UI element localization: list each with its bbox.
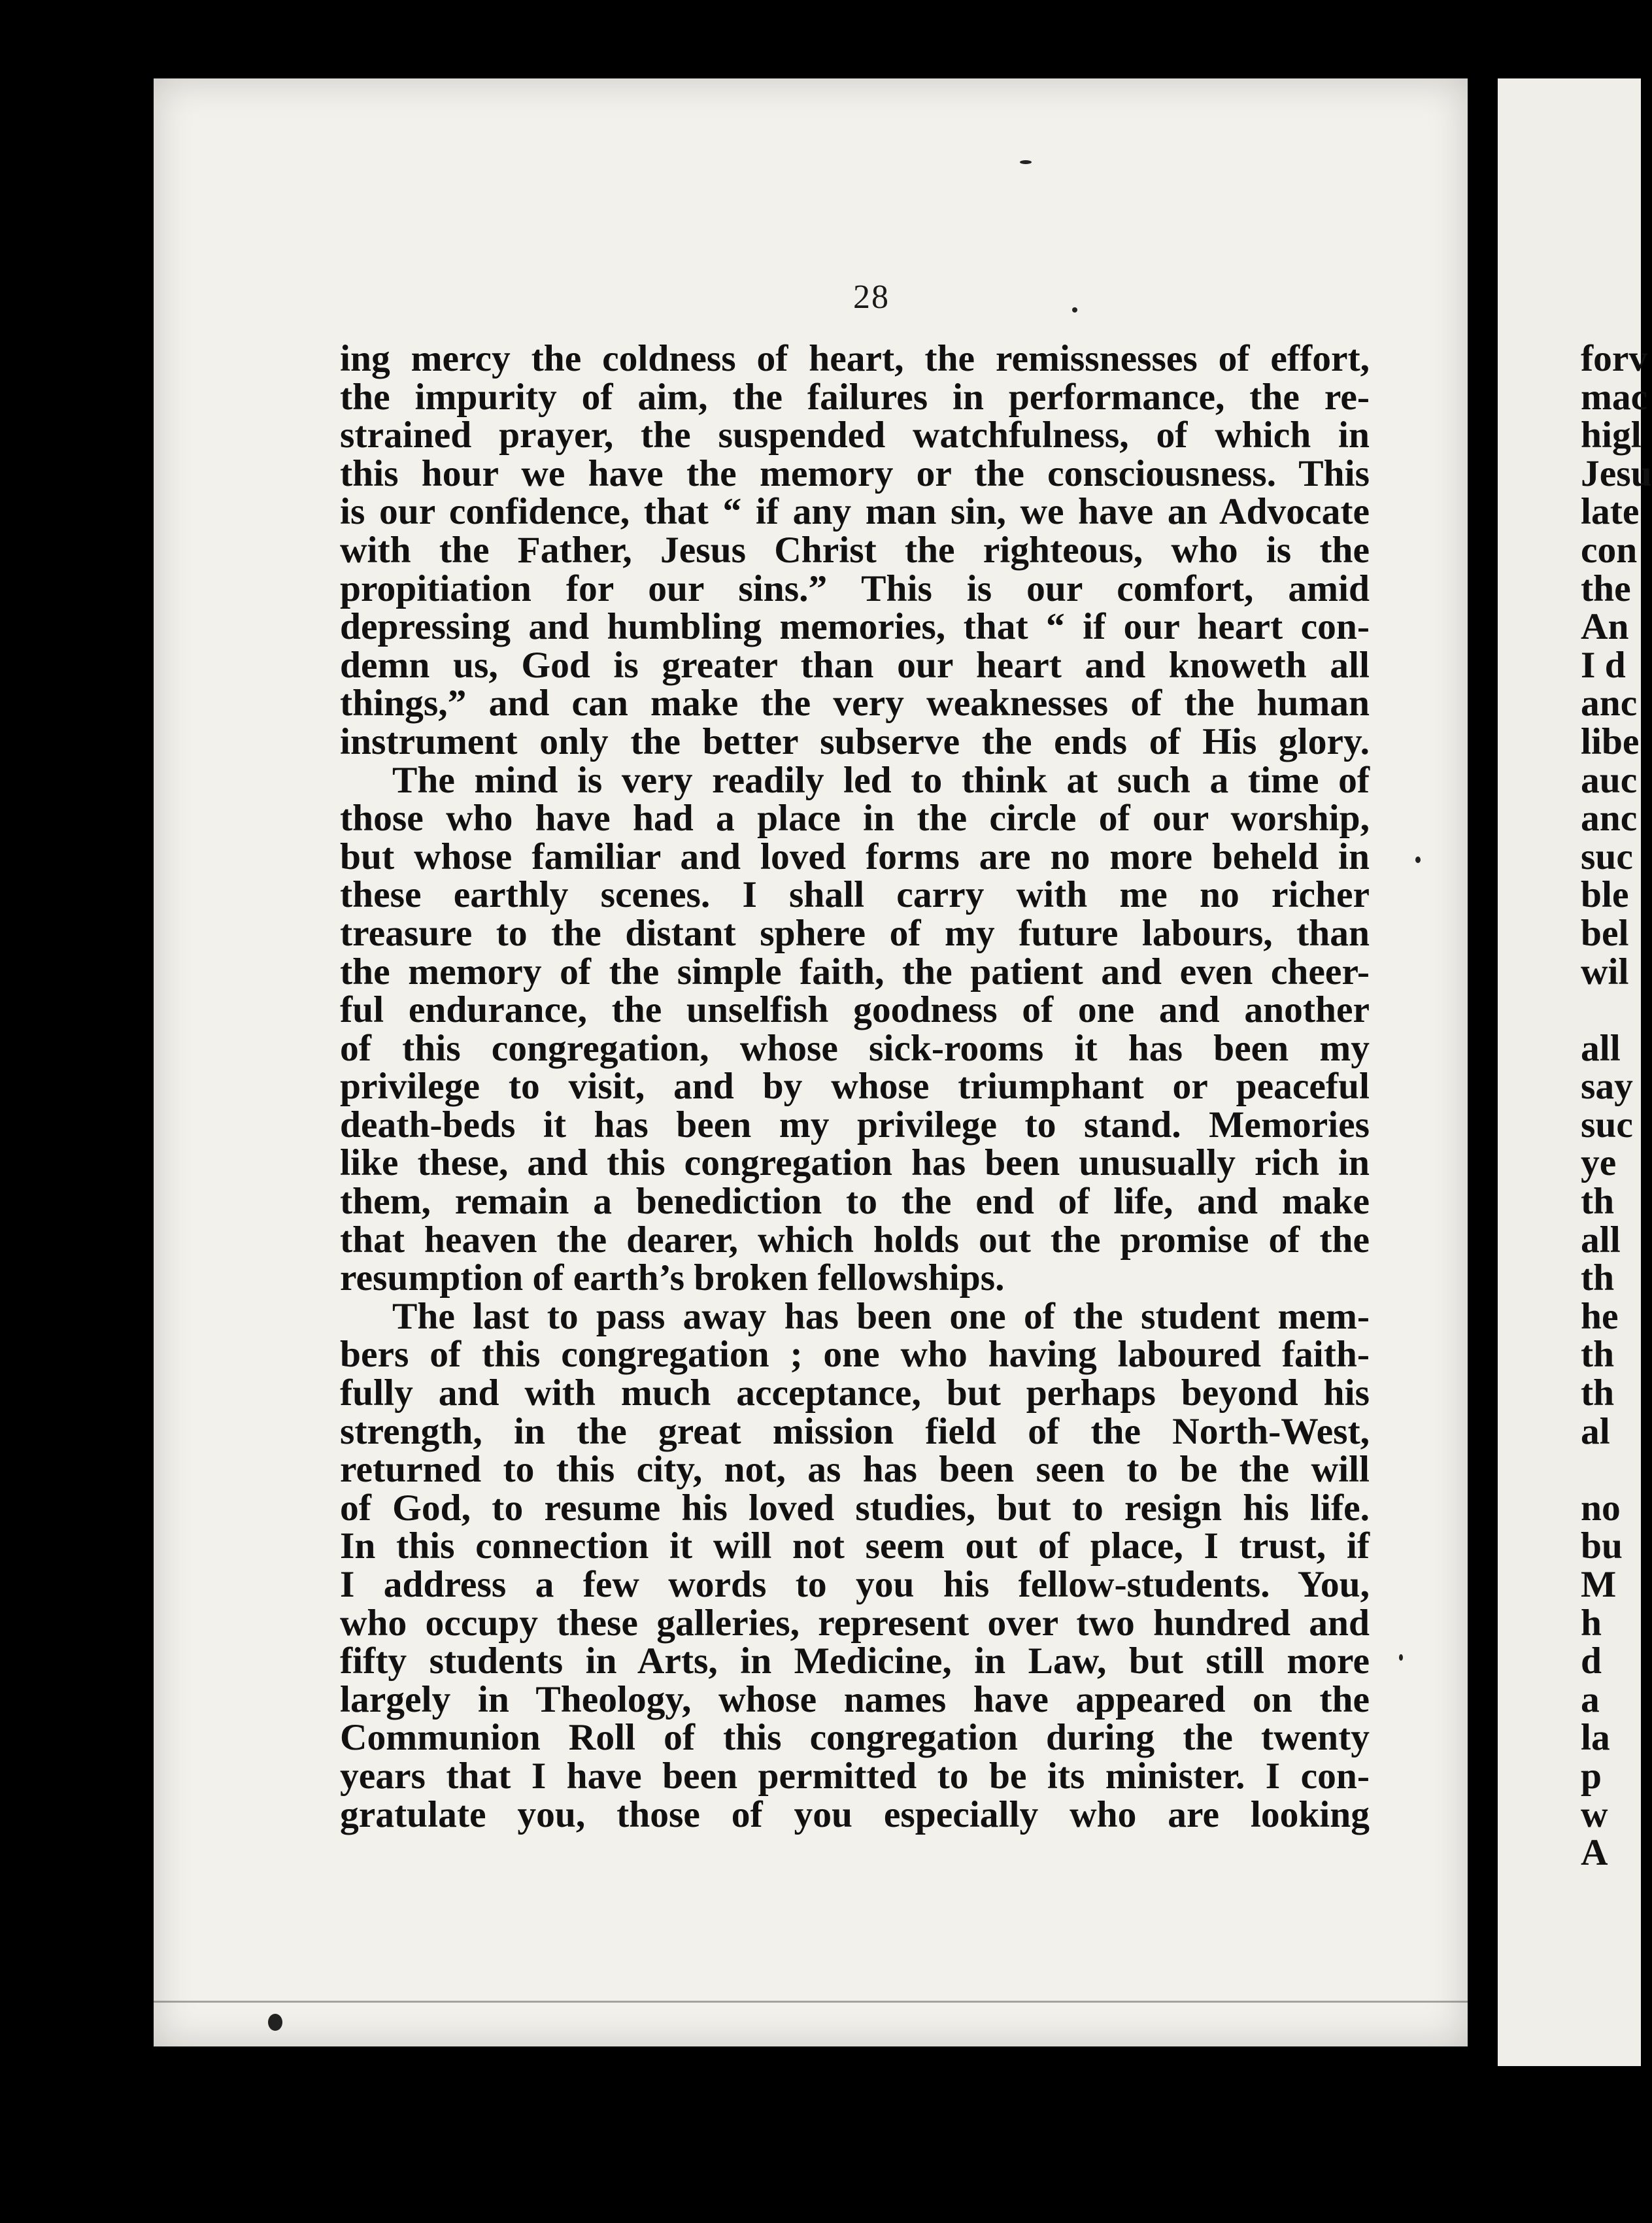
facing-line: auc bbox=[1581, 759, 1638, 801]
text-line: that heaven the dearer, which holds out the promise of the bbox=[340, 1219, 1370, 1261]
facing-line: A bbox=[1581, 1832, 1608, 1874]
facing-line: w bbox=[1581, 1793, 1608, 1835]
facing-line: ye bbox=[1581, 1142, 1617, 1184]
text-line: The last to pass away has been one of the student mem- bbox=[392, 1295, 1370, 1337]
text-line: strained prayer, the suspended watchfulness, of which in bbox=[340, 415, 1370, 456]
facing-line: anc bbox=[1581, 683, 1638, 724]
facing-line: d bbox=[1581, 1640, 1602, 1682]
bottom-edge-line bbox=[154, 2001, 1468, 2003]
facing-line: forv bbox=[1581, 338, 1648, 379]
text-line: with the Father, Jesus Christ the righteous, who is the bbox=[340, 529, 1370, 571]
text-line: demn us, God is greater than our heart and knoweth all bbox=[340, 644, 1370, 686]
text-line: ful endurance, the unselfish goodness of one and another bbox=[340, 989, 1370, 1031]
text-line: Communion Roll of this congregation during the twenty bbox=[340, 1717, 1370, 1759]
text-line: gratulate you, those of you especially who are looking bbox=[340, 1793, 1370, 1835]
facing-line: higl bbox=[1581, 415, 1642, 456]
text-line: largely in Theology, whose names have appeared on the bbox=[340, 1678, 1370, 1720]
facing-line: th bbox=[1581, 1334, 1615, 1376]
text-line: of God, to resume his loved studies, but to resign his life. bbox=[340, 1487, 1370, 1529]
facing-line: mac bbox=[1581, 376, 1648, 418]
facing-line: anc bbox=[1581, 798, 1638, 840]
facing-line: suc bbox=[1581, 836, 1633, 877]
facing-page-text bbox=[1581, 340, 1652, 1873]
text-line: The mind is very readily led to think at such a time of bbox=[392, 759, 1370, 801]
text-line: like these, and this congregation has been unusually rich in bbox=[340, 1142, 1370, 1184]
facing-line: al bbox=[1581, 1410, 1610, 1452]
facing-line: An bbox=[1581, 606, 1629, 648]
facing-line: th bbox=[1581, 1372, 1615, 1414]
text-line: strength, in the great mission field of the North-West, bbox=[340, 1410, 1370, 1452]
text-line: bers of this congregation ; one who having laboured faith- bbox=[340, 1334, 1370, 1376]
text-line: years that I have been permitted to be its minister. I con- bbox=[340, 1755, 1370, 1797]
text-line: of this congregation, whose sick-rooms it has been my bbox=[340, 1027, 1370, 1069]
text-line: In this connection it will not seem out of place, I trust, if bbox=[340, 1525, 1370, 1567]
text-line: but whose familiar and loved forms are no more beheld in bbox=[340, 836, 1370, 877]
facing-line: Jesu bbox=[1581, 452, 1652, 494]
text-line: those who have had a place in the circle of our worship, bbox=[340, 798, 1370, 840]
text-line: these earthly scenes. I shall carry with me no richer bbox=[340, 874, 1370, 916]
text-line: treasure to the distant sphere of my future labours, than bbox=[340, 912, 1370, 954]
text-line: privilege to visit, and by whose triumphant or peaceful bbox=[340, 1066, 1370, 1108]
scan-speck bbox=[1020, 160, 1032, 164]
book-spine bbox=[1481, 98, 1498, 2210]
facing-line: late bbox=[1581, 491, 1640, 533]
facing-line: say bbox=[1581, 1066, 1633, 1108]
facing-line: the bbox=[1581, 568, 1631, 609]
text-line: them, remain a benediction to the end of life, and make bbox=[340, 1181, 1370, 1223]
text-line: I address a few words to you his fellow-students. You, bbox=[340, 1564, 1370, 1605]
facing-line: all bbox=[1581, 1027, 1621, 1069]
text-line: things,” and can make the very weaknesses of the human bbox=[340, 683, 1370, 724]
text-line: fully and with much acceptance, but perhaps beyond his bbox=[340, 1372, 1370, 1414]
text-line: returned to this city, not, as has been seen to be the will bbox=[340, 1449, 1370, 1491]
facing-line: libe bbox=[1581, 721, 1640, 762]
facing-line: h bbox=[1581, 1602, 1602, 1644]
facing-line: ble bbox=[1581, 874, 1629, 916]
facing-line: no bbox=[1581, 1487, 1621, 1529]
facing-line: th bbox=[1581, 1257, 1615, 1299]
text-line: depressing and humbling memories, that “ if our heart con- bbox=[340, 606, 1370, 648]
text-line: ing mercy the coldness of heart, the remissnesses of effort, bbox=[340, 338, 1370, 379]
facing-line: wil bbox=[1581, 951, 1629, 993]
body-text bbox=[340, 340, 1370, 1834]
text-line: death-beds it has been my privilege to stand. Memories bbox=[340, 1104, 1370, 1145]
scan-speck bbox=[268, 2014, 282, 2031]
text-line: the impurity of aim, the failures in performance, the re- bbox=[340, 376, 1370, 418]
text-line: instrument only the better subserve the ends of His glory. bbox=[340, 721, 1370, 762]
text-line: propitiation for our sins.” This is our comfort, amid bbox=[340, 568, 1370, 609]
text-line: is our confidence, that “ if any man sin, we have an Advocate bbox=[340, 491, 1370, 533]
text-line: who occupy these galleries, represent over two hundred and bbox=[340, 1602, 1370, 1644]
text-line: resumption of earth’s broken fellowships. bbox=[340, 1257, 1005, 1299]
scan-speck bbox=[1415, 857, 1421, 863]
text-line: fifty students in Arts, in Medicine, in Law, but still more bbox=[340, 1640, 1370, 1682]
facing-line: p bbox=[1581, 1755, 1602, 1797]
facing-line: bel bbox=[1581, 912, 1629, 954]
text-line: the memory of the simple faith, the patient and even cheer- bbox=[340, 951, 1370, 993]
text-line: this hour we have the memory or the consciousness. This bbox=[340, 452, 1370, 494]
facing-line: all bbox=[1581, 1219, 1621, 1261]
facing-line: bu bbox=[1581, 1525, 1623, 1567]
facing-line: suc bbox=[1581, 1104, 1633, 1145]
scan-speck bbox=[1072, 307, 1077, 313]
facing-line: th bbox=[1581, 1181, 1615, 1223]
facing-line: a bbox=[1581, 1678, 1600, 1720]
facing-line: he bbox=[1581, 1295, 1619, 1337]
page-number: 28 bbox=[853, 279, 890, 316]
facing-line: la bbox=[1581, 1717, 1610, 1759]
facing-line: M bbox=[1581, 1564, 1617, 1605]
facing-line: I d bbox=[1581, 644, 1626, 686]
scan-speck bbox=[1399, 1654, 1403, 1661]
facing-line: con bbox=[1581, 529, 1638, 571]
